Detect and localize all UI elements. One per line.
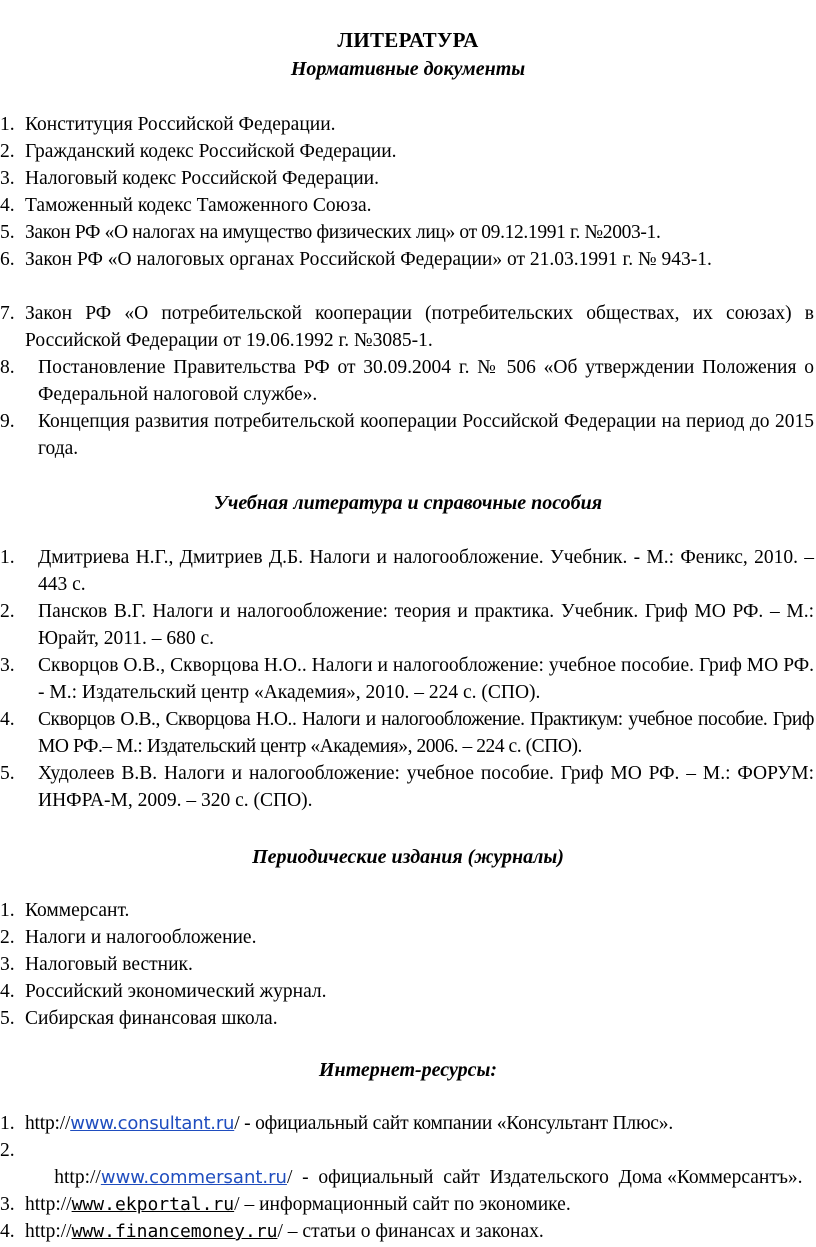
list-item	[0, 1218, 816, 1245]
hyperlink-ekportal[interactable]: www.ekportal.ru	[71, 1194, 235, 1215]
list-item	[0, 652, 816, 706]
item-number: 7.	[0, 303, 15, 324]
link-description: / - официальный сайт компании «Консультант Плюс».	[234, 1113, 673, 1134]
item-number: 4.	[0, 195, 15, 216]
item-number: 5.	[0, 1008, 15, 1029]
hyperlink-commersant[interactable]: www.commersant.ru	[100, 1167, 287, 1188]
list-item	[0, 760, 816, 814]
item-text: Таможенный кодекс Таможенного Союза.	[25, 195, 372, 216]
hyperlink-financemoney[interactable]: www.financemoney.ru	[71, 1221, 278, 1242]
item-number: 2.	[0, 141, 15, 162]
item-text: Налоговый вестник.	[25, 954, 193, 975]
item-text: Пансков В.Г. Налоги и налогообложение: теория и практика. Учебник. Гриф МО РФ. – М.: Юрайт, 2011. – 680 с.	[38, 601, 814, 649]
item-text: Закон РФ «О потребительской кооперации (потребительских обществах, их союзах) в Российской Федерации от 19.06.1992 г. №3085-1.	[25, 303, 814, 351]
item-text: Постановление Правительства РФ от 30.09.2004 г. № 506 «Об утверждении Положения о Федеральной налоговой службе».	[38, 357, 814, 405]
list-item	[0, 138, 816, 165]
item-text: Скворцов О.В., Скворцова Н.О.. Налоги и налогообложение. Практикум: учебное пособие. Гриф МО РФ.– М.: Издательский центр «Академия», 2006. – 224 с. (СПО).	[38, 709, 814, 757]
item-number: 2.	[0, 601, 15, 622]
item-number: 3.	[0, 954, 15, 975]
item-number: 4.	[0, 709, 15, 730]
item-text: Закон РФ «О налогах на имущество физических лиц» от 09.12.1991 г. №2003-1.	[25, 222, 661, 243]
list-item	[0, 1110, 816, 1137]
list-item	[0, 1005, 816, 1032]
list-item	[0, 192, 816, 219]
item-number: 5.	[0, 222, 15, 243]
item-number: 1.	[0, 1113, 15, 1134]
item-number: 4.	[0, 981, 15, 1002]
list-item	[0, 544, 816, 598]
item-number: 1.	[0, 900, 15, 921]
item-number: 3.	[0, 655, 15, 676]
url-prefix: http://	[25, 1113, 71, 1134]
item-text: Российский экономический журнал.	[25, 981, 327, 1002]
list-item	[0, 111, 816, 138]
list-item	[0, 165, 816, 192]
link-description: / – статьи о финансах и законах.	[277, 1221, 544, 1242]
item-number: 9.	[0, 411, 15, 432]
item-text: Коммерсант.	[25, 900, 130, 921]
item-text: Налоговый кодекс Российской Федерации.	[25, 168, 379, 189]
page-title: ЛИТЕРАТУРА	[337, 28, 479, 52]
url-prefix: http://	[54, 1167, 101, 1188]
item-text: Дмитриева Н.Г., Дмитриев Д.Б. Налоги и налогообложение. Учебник. - М.: Феникс, 2010. – 443 с.	[38, 547, 814, 595]
list-item	[0, 978, 816, 1005]
item-text: Налоги и налогообложение.	[25, 927, 257, 948]
section-heading-normative: Нормативные документы	[290, 58, 526, 80]
list-item	[0, 897, 816, 924]
item-number: 3.	[0, 168, 15, 189]
item-number: 1.	[0, 114, 15, 135]
item-number: 6.	[0, 249, 15, 270]
list-item	[0, 219, 816, 246]
link-description: / - официальный сайт Издательского Дома «Коммерсантъ».	[286, 1167, 803, 1188]
item-number: 3.	[0, 1194, 15, 1215]
url-prefix: http://	[25, 1221, 72, 1242]
item-text: Скворцов О.В., Скворцова Н.О.. Налоги и налогообложение: учебное пособие. Гриф МО РФ. - М.: Издательский центр «Академия», 2010. – 224 с. (СПО).	[38, 655, 814, 703]
section-heading-textbooks: Учебная литература и справочные пособия	[213, 492, 603, 514]
section-heading-internet: Интернет-ресурсы:	[318, 1059, 498, 1081]
item-number: 5.	[0, 763, 15, 784]
url-prefix: http://	[25, 1194, 72, 1215]
list-item	[0, 706, 816, 760]
list-item	[0, 354, 816, 408]
item-text: Сибирская финансовая школа.	[25, 1008, 278, 1029]
item-text: Конституция Российской Федерации.	[25, 114, 336, 135]
item-number: 2.	[0, 1140, 15, 1161]
section-heading-periodicals: Периодические издания (журналы)	[252, 846, 564, 868]
list-item	[0, 246, 816, 273]
item-number: 4.	[0, 1221, 15, 1242]
item-number: 8.	[0, 357, 15, 378]
item-text: Худолеев В.В. Налоги и налогообложение: учебное пособие. Гриф МО РФ. – М.: ФОРУМ: ИНФРА-М, 2009. – 320 с. (СПО).	[38, 763, 814, 811]
link-description: / – информационный сайт по экономике.	[234, 1194, 571, 1215]
item-number: 1.	[0, 547, 15, 568]
list-item	[0, 300, 816, 354]
list-item	[0, 1191, 816, 1218]
item-number: 2.	[0, 927, 15, 948]
list-item	[0, 408, 816, 462]
item-text: Концепция развития потребительской кооперации Российской Федерации на период до 2015 года.	[38, 411, 814, 459]
item-text: Гражданский кодекс Российской Федерации.	[25, 141, 397, 162]
list-item	[0, 598, 816, 652]
hyperlink-consultant[interactable]: www.consultant.ru	[70, 1113, 235, 1134]
item-text: Закон РФ «О налоговых органах Российской Федерации» от 21.03.1991 г. № 943-1.	[25, 249, 712, 270]
list-item	[0, 924, 816, 951]
list-item	[0, 951, 816, 978]
